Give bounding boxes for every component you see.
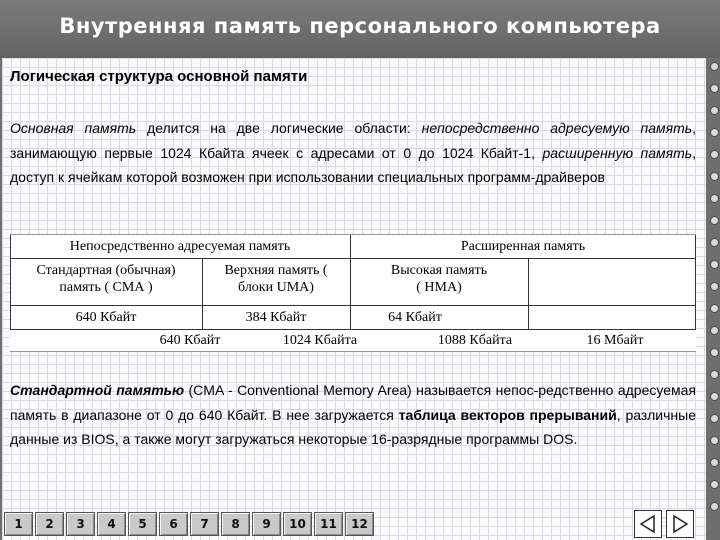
- binding-hole: [710, 458, 719, 467]
- term-main-memory: Основная память: [10, 120, 137, 136]
- para1-text-2: , занимающую первые 1024 Кбайта ячеек с адресами от 0 до 1024 Кбайт-1,: [10, 120, 697, 161]
- table-line: [10, 258, 696, 259]
- binding-hole: [710, 348, 719, 357]
- slide-pager: [4, 512, 374, 536]
- high-label-2: ( HMA): [416, 280, 462, 295]
- high-label-1: Высокая память: [390, 263, 488, 278]
- binding-hole: [710, 238, 719, 247]
- page-button-12[interactable]: 12: [345, 512, 374, 536]
- std-label-1: Стандартная (обычная): [36, 263, 176, 278]
- page-button-1[interactable]: 1: [4, 512, 33, 536]
- para2-text-2: , различные данные из BIOS, а также могут загружаться некоторые 16-разрядные программы DOS.: [10, 406, 696, 447]
- page-button-8[interactable]: 8: [221, 512, 250, 536]
- cell-standard-memory: [10, 262, 202, 296]
- header-direct-memory: Непосредственно адресуемая память: [69, 239, 291, 254]
- page-button-10[interactable]: 10: [283, 512, 312, 536]
- upper-label-2: блоки UMA): [238, 280, 314, 295]
- term-interrupt-vector-table: таблица векторов прерываний: [398, 406, 617, 423]
- binding-hole: [710, 62, 719, 71]
- binding-hole: [710, 480, 719, 489]
- page-button-6[interactable]: 6: [159, 512, 188, 536]
- page-button-9[interactable]: 9: [252, 512, 281, 536]
- paragraph-standard-memory: [10, 378, 696, 452]
- binding-hole: [710, 150, 719, 159]
- size-high: 64 Кбайт: [388, 310, 442, 325]
- binding-hole: [710, 392, 719, 401]
- next-slide-button[interactable]: [666, 510, 694, 538]
- section-subtitle: Логическая структура основной памяти: [10, 68, 308, 85]
- binding-hole: [710, 282, 719, 291]
- addr-1024: 1024 Кбайта: [282, 333, 358, 348]
- paragraph-main-memory: [10, 116, 696, 190]
- term-direct-memory: непосредственно адресуемую память: [421, 120, 693, 136]
- memory-map-table: [10, 234, 696, 352]
- binding-hole: [710, 216, 719, 225]
- prev-slide-button[interactable]: [634, 510, 662, 538]
- binding-hole: [710, 128, 719, 137]
- size-upper: 384 Кбайт: [245, 310, 307, 325]
- binding-hole: [710, 326, 719, 335]
- binding-hole: [710, 304, 719, 313]
- binding-hole: [710, 370, 719, 379]
- page-button-7[interactable]: 7: [190, 512, 219, 536]
- binding-hole: [710, 172, 719, 181]
- para1-text-1: делится на две логические области:: [136, 120, 422, 136]
- std-label-2: память ( СМА ): [59, 280, 153, 295]
- size-standard: 640 Кбайт: [75, 310, 137, 325]
- table-line: [10, 305, 696, 306]
- binding-hole: [710, 194, 719, 203]
- binding-hole: [710, 436, 719, 445]
- para2-text-1: (CMA - Conventional Memory Area) называется непос-редственно адресуемая память в диапазоне от 0 до 640 Кбайт. В нее загружается: [10, 382, 696, 423]
- addr-640: 640 Кбайт: [159, 333, 221, 348]
- header-extended-memory: Расширенная память: [460, 239, 586, 254]
- binding-hole: [710, 414, 719, 423]
- slide-body: [2, 58, 718, 540]
- para1-text-3: , доступ к ячейкам которой возможен при использовании специальных программ-драйверов: [10, 144, 697, 185]
- binding-hole: [710, 260, 719, 269]
- binding-hole: [710, 502, 719, 511]
- addr-16mb: 16 Мбайт: [586, 333, 644, 348]
- notebook-binding: [706, 58, 720, 540]
- addr-1088: 1088 Кбайта: [437, 333, 513, 348]
- term-standard-memory: Стандартной памятью: [10, 382, 185, 398]
- binding-hole: [710, 106, 719, 115]
- page-button-3[interactable]: 3: [66, 512, 95, 536]
- term-extended-memory: расширенную память: [542, 144, 693, 161]
- slide-title: Внутренняя память персонального компьютера: [59, 14, 661, 38]
- cell-upper-memory: [202, 262, 350, 296]
- title-bar: [0, 0, 720, 58]
- page-button-4[interactable]: 4: [97, 512, 126, 536]
- triangle-left-icon: [638, 514, 658, 534]
- upper-label-1: Верхняя память (: [224, 263, 328, 278]
- page-button-2[interactable]: 2: [35, 512, 64, 536]
- table-line: [10, 329, 696, 330]
- page-button-11[interactable]: 11: [314, 512, 343, 536]
- binding-hole: [710, 84, 719, 93]
- table-line: [528, 258, 529, 329]
- triangle-right-icon: [670, 514, 690, 534]
- page-button-5[interactable]: 5: [128, 512, 157, 536]
- cell-high-memory: [350, 262, 528, 296]
